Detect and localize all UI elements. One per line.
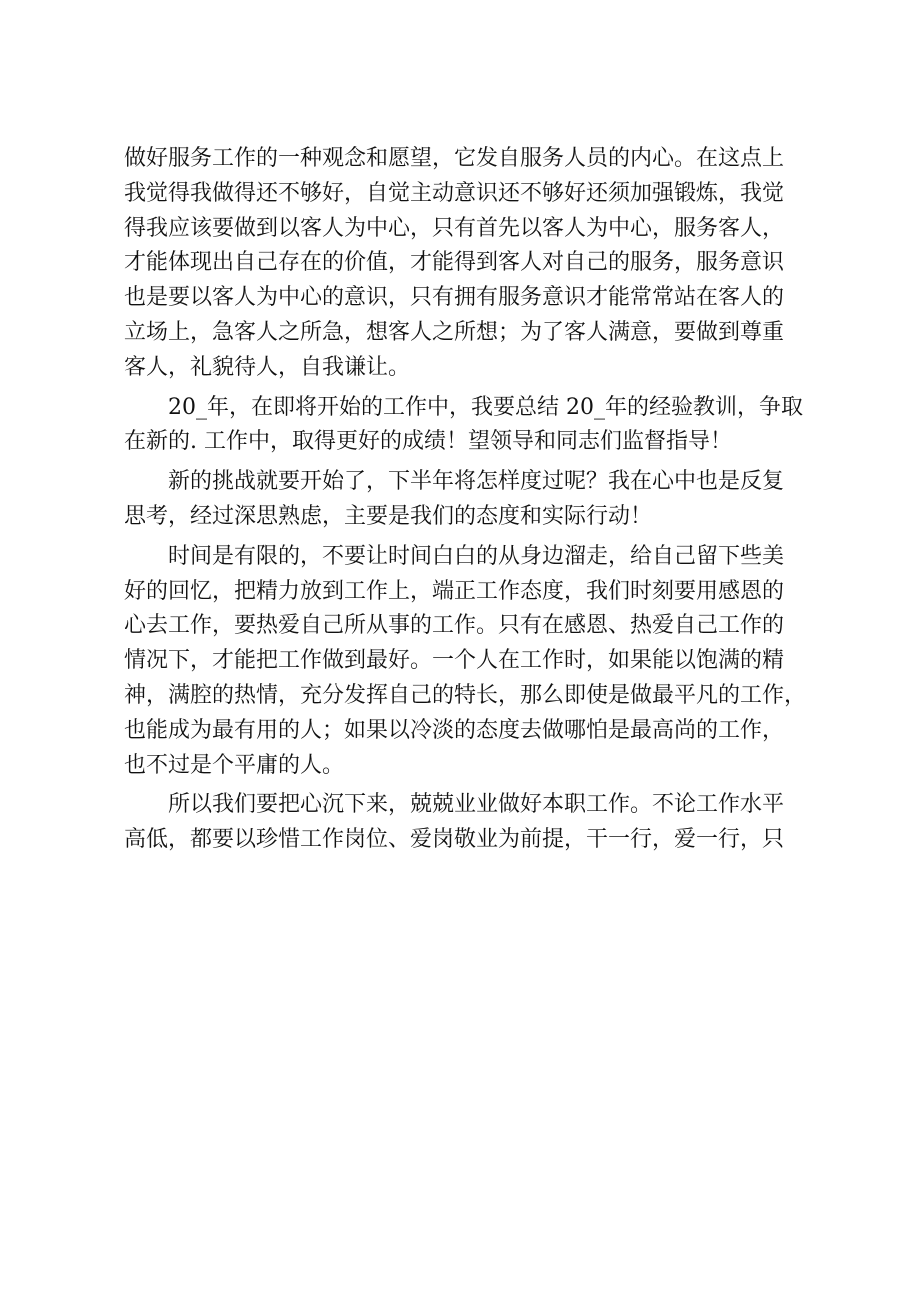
text-line: 我觉得我做得还不够好，自觉主动意识还不够好还须加强锻炼，我觉	[124, 180, 785, 206]
text-line: 时间是有限的，不要让时间白白的从身边溜走，给自己留下些美	[168, 543, 785, 569]
text-line: 也是要以客人为中心的意识，只有拥有服务意识才能常常站在客人的	[124, 285, 785, 311]
document-body	[124, 142, 824, 858]
text-line: 做好服务工作的一种观念和愿望，它发自服务人员的内心。在这点上	[124, 146, 785, 171]
paragraph-3	[124, 465, 824, 535]
text-line: 立场上，急客人之所急，想客人之所想；为了客人满意，要做到尊重	[124, 319, 785, 345]
paragraph-5	[124, 788, 824, 858]
text-line: 才能体现出自己存在的价值，才能得到客人对自己的服务，服务意识	[124, 250, 785, 276]
text-line: 情况下，才能把工作做到最好。一个人在工作时，如果能以饱满的精	[124, 648, 785, 674]
text-line: 神，满腔的热情，充分发挥自己的特长，那么即使是做最平凡的工作，	[124, 682, 807, 708]
paragraph-1	[124, 142, 824, 386]
text-line: 所以我们要把心沉下来，兢兢业业做好本职工作。不论工作水平	[168, 792, 785, 818]
text-line: 心去工作，要热爱自己所从事的工作。只有在感恩、热爱自己工作的	[124, 613, 785, 639]
text-line: 客人，礼貌待人，自我谦让。	[124, 354, 411, 380]
text-line: 得我应该要做到以客人为中心，只有首先以客人为中心，服务客人，	[124, 215, 785, 241]
text-line: 在新的. 工作中，取得更好的成绩！望领导和同志们监督指导！	[124, 429, 732, 455]
text-line: 也不过是个平庸的人。	[124, 752, 345, 778]
text-line: 新的挑战就要开始了，下半年将怎样度过呢？我在心中也是反复	[168, 469, 785, 495]
text-line: 思考，经过深思熟虑，主要是我们的态度和实际行动！	[124, 503, 653, 529]
text-line: 也能成为最有用的人；如果以冷淡的态度去做哪怕是最高尚的工作，	[124, 717, 785, 743]
paragraph-4	[124, 540, 824, 784]
paragraph-2	[124, 391, 824, 461]
text-line: 高低，都要以珍惜工作岗位、爱岗敬业为前提，干一行，爱一行，只	[124, 827, 785, 853]
text-line: 好的回忆，把精力放到工作上，端正工作态度，我们时刻要用感恩的	[124, 578, 785, 604]
text-line: 20_年，在即将开始的工作中，我要总结 20_年的经验教训，争取	[168, 394, 803, 420]
